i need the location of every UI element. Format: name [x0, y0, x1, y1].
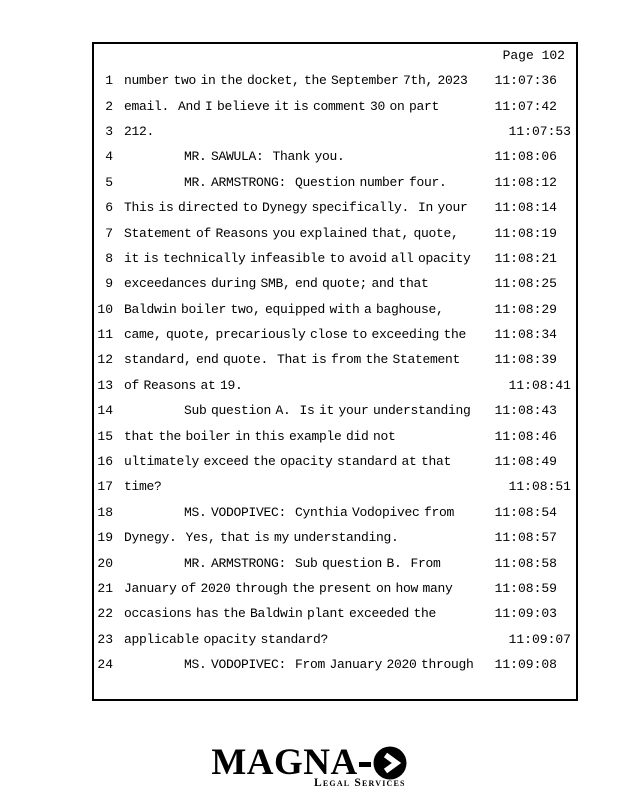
line-text: This is directed to Dynegy specifically. In your — [124, 200, 468, 216]
line-timestamp: 11:08:51 — [508, 479, 571, 495]
line-number: 5 — [105, 174, 113, 190]
line-timestamp: 11:08:49 — [494, 454, 557, 470]
chevron-right-icon — [373, 746, 407, 780]
line-timestamp: 11:08:41 — [508, 377, 571, 393]
transcript-line — [94, 550, 576, 575]
transcript-line — [94, 398, 576, 423]
line-text: time? — [124, 479, 162, 495]
line-timestamp: 11:08:58 — [494, 555, 557, 571]
line-number: 10 — [97, 301, 113, 317]
line-timestamp: 11:07:42 — [494, 98, 557, 114]
transcript-lines — [94, 68, 576, 677]
line-timestamp: 11:09:03 — [494, 606, 557, 622]
line-text: MR. ARMSTRONG: Sub question B. From — [184, 555, 441, 571]
line-number: 12 — [97, 352, 113, 368]
line-text: Statement of Reasons you explained that, quote, — [124, 225, 459, 241]
line-timestamp: 11:08:54 — [494, 504, 557, 520]
line-number: 15 — [97, 428, 113, 444]
line-number: 6 — [105, 200, 113, 216]
transcript-line — [94, 93, 576, 118]
line-text: MR. ARMSTRONG: Question number four. — [184, 174, 447, 190]
line-timestamp: 11:08:57 — [494, 530, 557, 546]
line-timestamp: 11:08:06 — [494, 149, 557, 165]
line-timestamp: 11:08:21 — [494, 250, 557, 266]
line-text: applicable opacity standard? — [124, 631, 329, 647]
line-number: 21 — [97, 581, 113, 596]
transcript-line — [94, 627, 576, 652]
line-timestamp: 11:08:14 — [494, 200, 557, 216]
line-timestamp: 11:08:12 — [494, 174, 557, 190]
line-timestamp: 11:09:07 — [508, 631, 571, 647]
line-text: MS. VODOPIVEC: From January 2020 through — [184, 657, 474, 673]
line-text: it is technically infeasible to avoid all opacity — [124, 250, 471, 266]
line-number: 3 — [105, 123, 113, 139]
line-timestamp: 11:08:59 — [494, 581, 557, 596]
transcript-line — [94, 144, 576, 169]
line-text: email. And I believe it is comment 30 on part — [124, 98, 440, 114]
transcript-line — [94, 652, 576, 677]
line-number: 11 — [97, 327, 113, 343]
line-number: 9 — [105, 276, 113, 292]
transcript-line — [94, 423, 576, 448]
line-text: occasions has the Baldwin plant exceeded the — [124, 606, 437, 622]
line-number: 20 — [97, 555, 113, 571]
line-text: MS. VODOPIVEC: Cynthia Vodopivec from — [184, 504, 455, 520]
line-text: standard, end quote. That is from the Statement — [124, 352, 461, 368]
line-text: came, quote, precariously close to exceeding the — [124, 327, 467, 343]
transcript-line — [94, 68, 576, 93]
line-timestamp: 11:07:36 — [494, 73, 557, 89]
transcript-frame — [92, 42, 578, 701]
line-number: 16 — [97, 454, 113, 470]
transcript-line — [94, 271, 576, 296]
transcript-line — [94, 373, 576, 398]
magna-tagline: Legal Services — [313, 777, 406, 789]
logo-dash — [359, 762, 371, 767]
line-text: that the boiler in this example did not — [124, 428, 396, 444]
line-timestamp: 11:08:19 — [494, 225, 557, 241]
transcript-line — [94, 195, 576, 220]
line-timestamp: 11:08:34 — [494, 327, 557, 343]
line-number: 1 — [105, 73, 113, 89]
transcript-line — [94, 525, 576, 550]
line-timestamp: 11:09:08 — [494, 657, 557, 673]
line-text: Baldwin boiler two, equipped with a baghouse, — [124, 301, 444, 317]
transcript-line — [94, 119, 576, 144]
line-text: of Reasons at 19. — [124, 377, 243, 393]
line-text: Sub question A. Is it your understanding — [184, 403, 471, 419]
magna-logo — [0, 742, 618, 789]
transcript-line — [94, 220, 576, 245]
transcript-line — [94, 246, 576, 271]
line-number: 24 — [97, 657, 113, 673]
transcript-line — [94, 347, 576, 372]
line-number: 18 — [97, 504, 113, 520]
transcript-line — [94, 576, 576, 601]
line-text: January of 2020 through the present on how many — [124, 581, 453, 596]
transcript-line — [94, 474, 576, 499]
line-number: 19 — [97, 530, 113, 546]
line-timestamp: 11:08:25 — [494, 276, 557, 292]
line-text: number two in the docket, the September 7th, 2023 — [124, 73, 468, 89]
line-number: 8 — [105, 250, 113, 266]
line-text: ultimately exceed the opacity standard at that — [124, 454, 452, 470]
transcript-line — [94, 297, 576, 322]
transcript-line — [94, 170, 576, 195]
transcript-line — [94, 500, 576, 525]
page-number-label: Page 102 — [502, 48, 565, 63]
line-timestamp: 11:08:29 — [494, 301, 557, 317]
line-text: Dynegy. Yes, that is my understanding. — [124, 530, 399, 546]
line-number: 17 — [97, 479, 113, 495]
line-timestamp: 11:07:53 — [508, 123, 571, 139]
line-number: 2 — [105, 98, 113, 114]
transcript-line — [94, 322, 576, 347]
line-timestamp: 11:08:46 — [494, 428, 557, 444]
line-text: MR. SAWULA: Thank you. — [184, 149, 345, 165]
magna-wordmark: MAGNA — [211, 742, 358, 783]
line-number: 23 — [97, 631, 113, 647]
line-timestamp: 11:08:39 — [494, 352, 557, 368]
transcript-line — [94, 601, 576, 626]
line-number: 4 — [105, 149, 113, 165]
transcript-line — [94, 449, 576, 474]
line-timestamp: 11:08:43 — [494, 403, 557, 419]
line-number: 7 — [105, 225, 113, 241]
line-text: exceedances during SMB, end quote; and that — [124, 276, 429, 292]
line-text: 212. — [124, 123, 155, 139]
line-number: 14 — [97, 403, 113, 419]
line-number: 22 — [97, 606, 113, 622]
line-number: 13 — [97, 377, 113, 393]
